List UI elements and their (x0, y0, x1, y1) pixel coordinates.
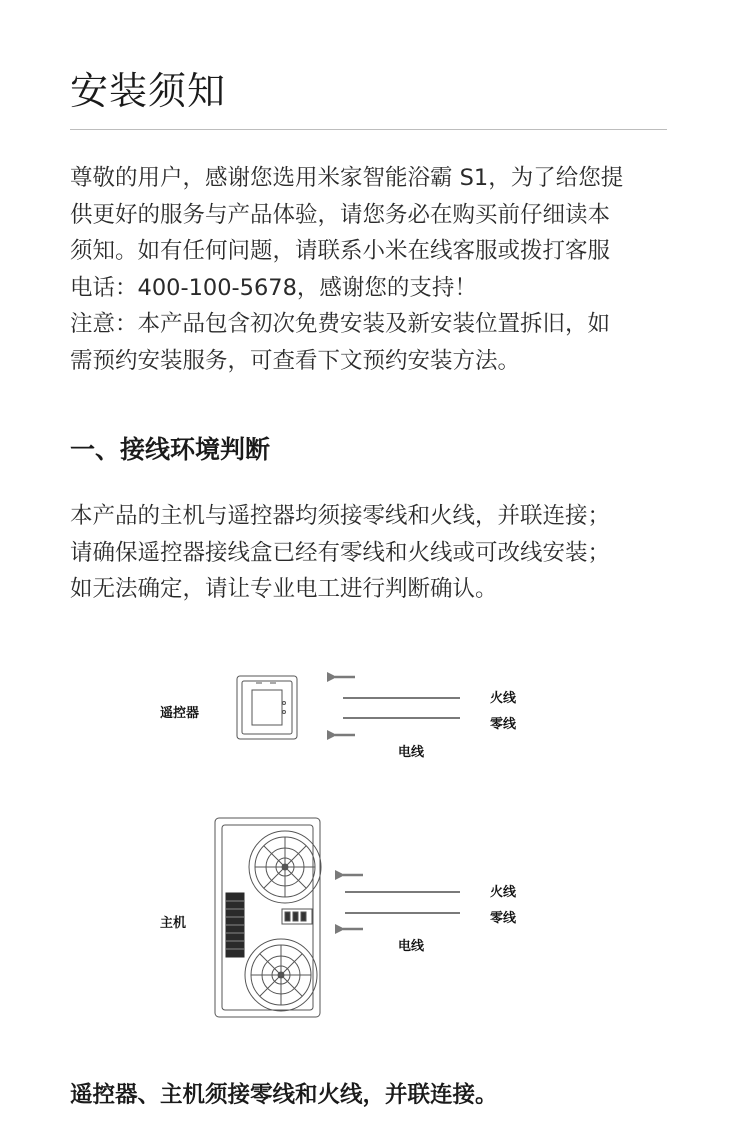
host-device-label: 主机 (160, 916, 187, 931)
host-wire-label: 电线 (398, 939, 425, 954)
remote-neutral-label: 零线 (490, 717, 517, 732)
wiring-paragraph (70, 498, 690, 608)
lower-fan-icon (245, 939, 317, 1011)
remote-wiring-group (160, 676, 517, 760)
host-neutral-label: 零线 (490, 911, 517, 926)
remote-switch-box-icon (237, 676, 297, 739)
intro-line: 尊敬的用户，感谢您选用米家智能浴霸 S1，为了给您提 (70, 165, 624, 191)
title-divider (70, 129, 667, 130)
footer-note: 遥控器、主机须接零线和火线，并联连接。 (70, 1082, 498, 1108)
notice-line: 需预约安装服务，可查看下文预约安装方法。 (70, 347, 521, 374)
page-title: 安装须知 (70, 69, 227, 113)
remote-live-label: 火线 (490, 691, 517, 706)
notice-line: 注意：本产品包含初次免费安装及新安装位置拆旧，如 (70, 311, 611, 337)
remote-device-label: 遥控器 (160, 706, 200, 721)
intro-line: 供更好的服务与产品体验，请您务必在购买前仔细读本 (70, 201, 611, 228)
host-live-label: 火线 (490, 885, 517, 900)
terminal-block-icon (282, 909, 312, 924)
wiring-line: 请确保遥控器接线盒已经有零线和火线或可改线安装； (70, 539, 611, 566)
host-unit-icon (215, 818, 321, 1017)
intro-paragraph (70, 160, 680, 379)
wiring-line: 本产品的主机与遥控器均须接零线和火线，并联连接； (70, 503, 611, 529)
remote-wire-label: 电线 (398, 745, 425, 760)
intro-line: 电话：400-100-5678，感谢您的支持！ (70, 274, 477, 301)
intro-line: 须知。如有任何问题，请联系小米在线客服或拨打客服 (70, 238, 611, 264)
section-title-wiring: 一、接线环境判断 (70, 435, 271, 464)
upper-fan-icon (249, 831, 321, 903)
wiring-diagram (0, 650, 750, 1030)
host-wiring-group (160, 818, 517, 1017)
vent-grille-icon (226, 893, 244, 957)
wiring-line: 如无法确定，请让专业电工进行判断确认。 (70, 576, 498, 602)
